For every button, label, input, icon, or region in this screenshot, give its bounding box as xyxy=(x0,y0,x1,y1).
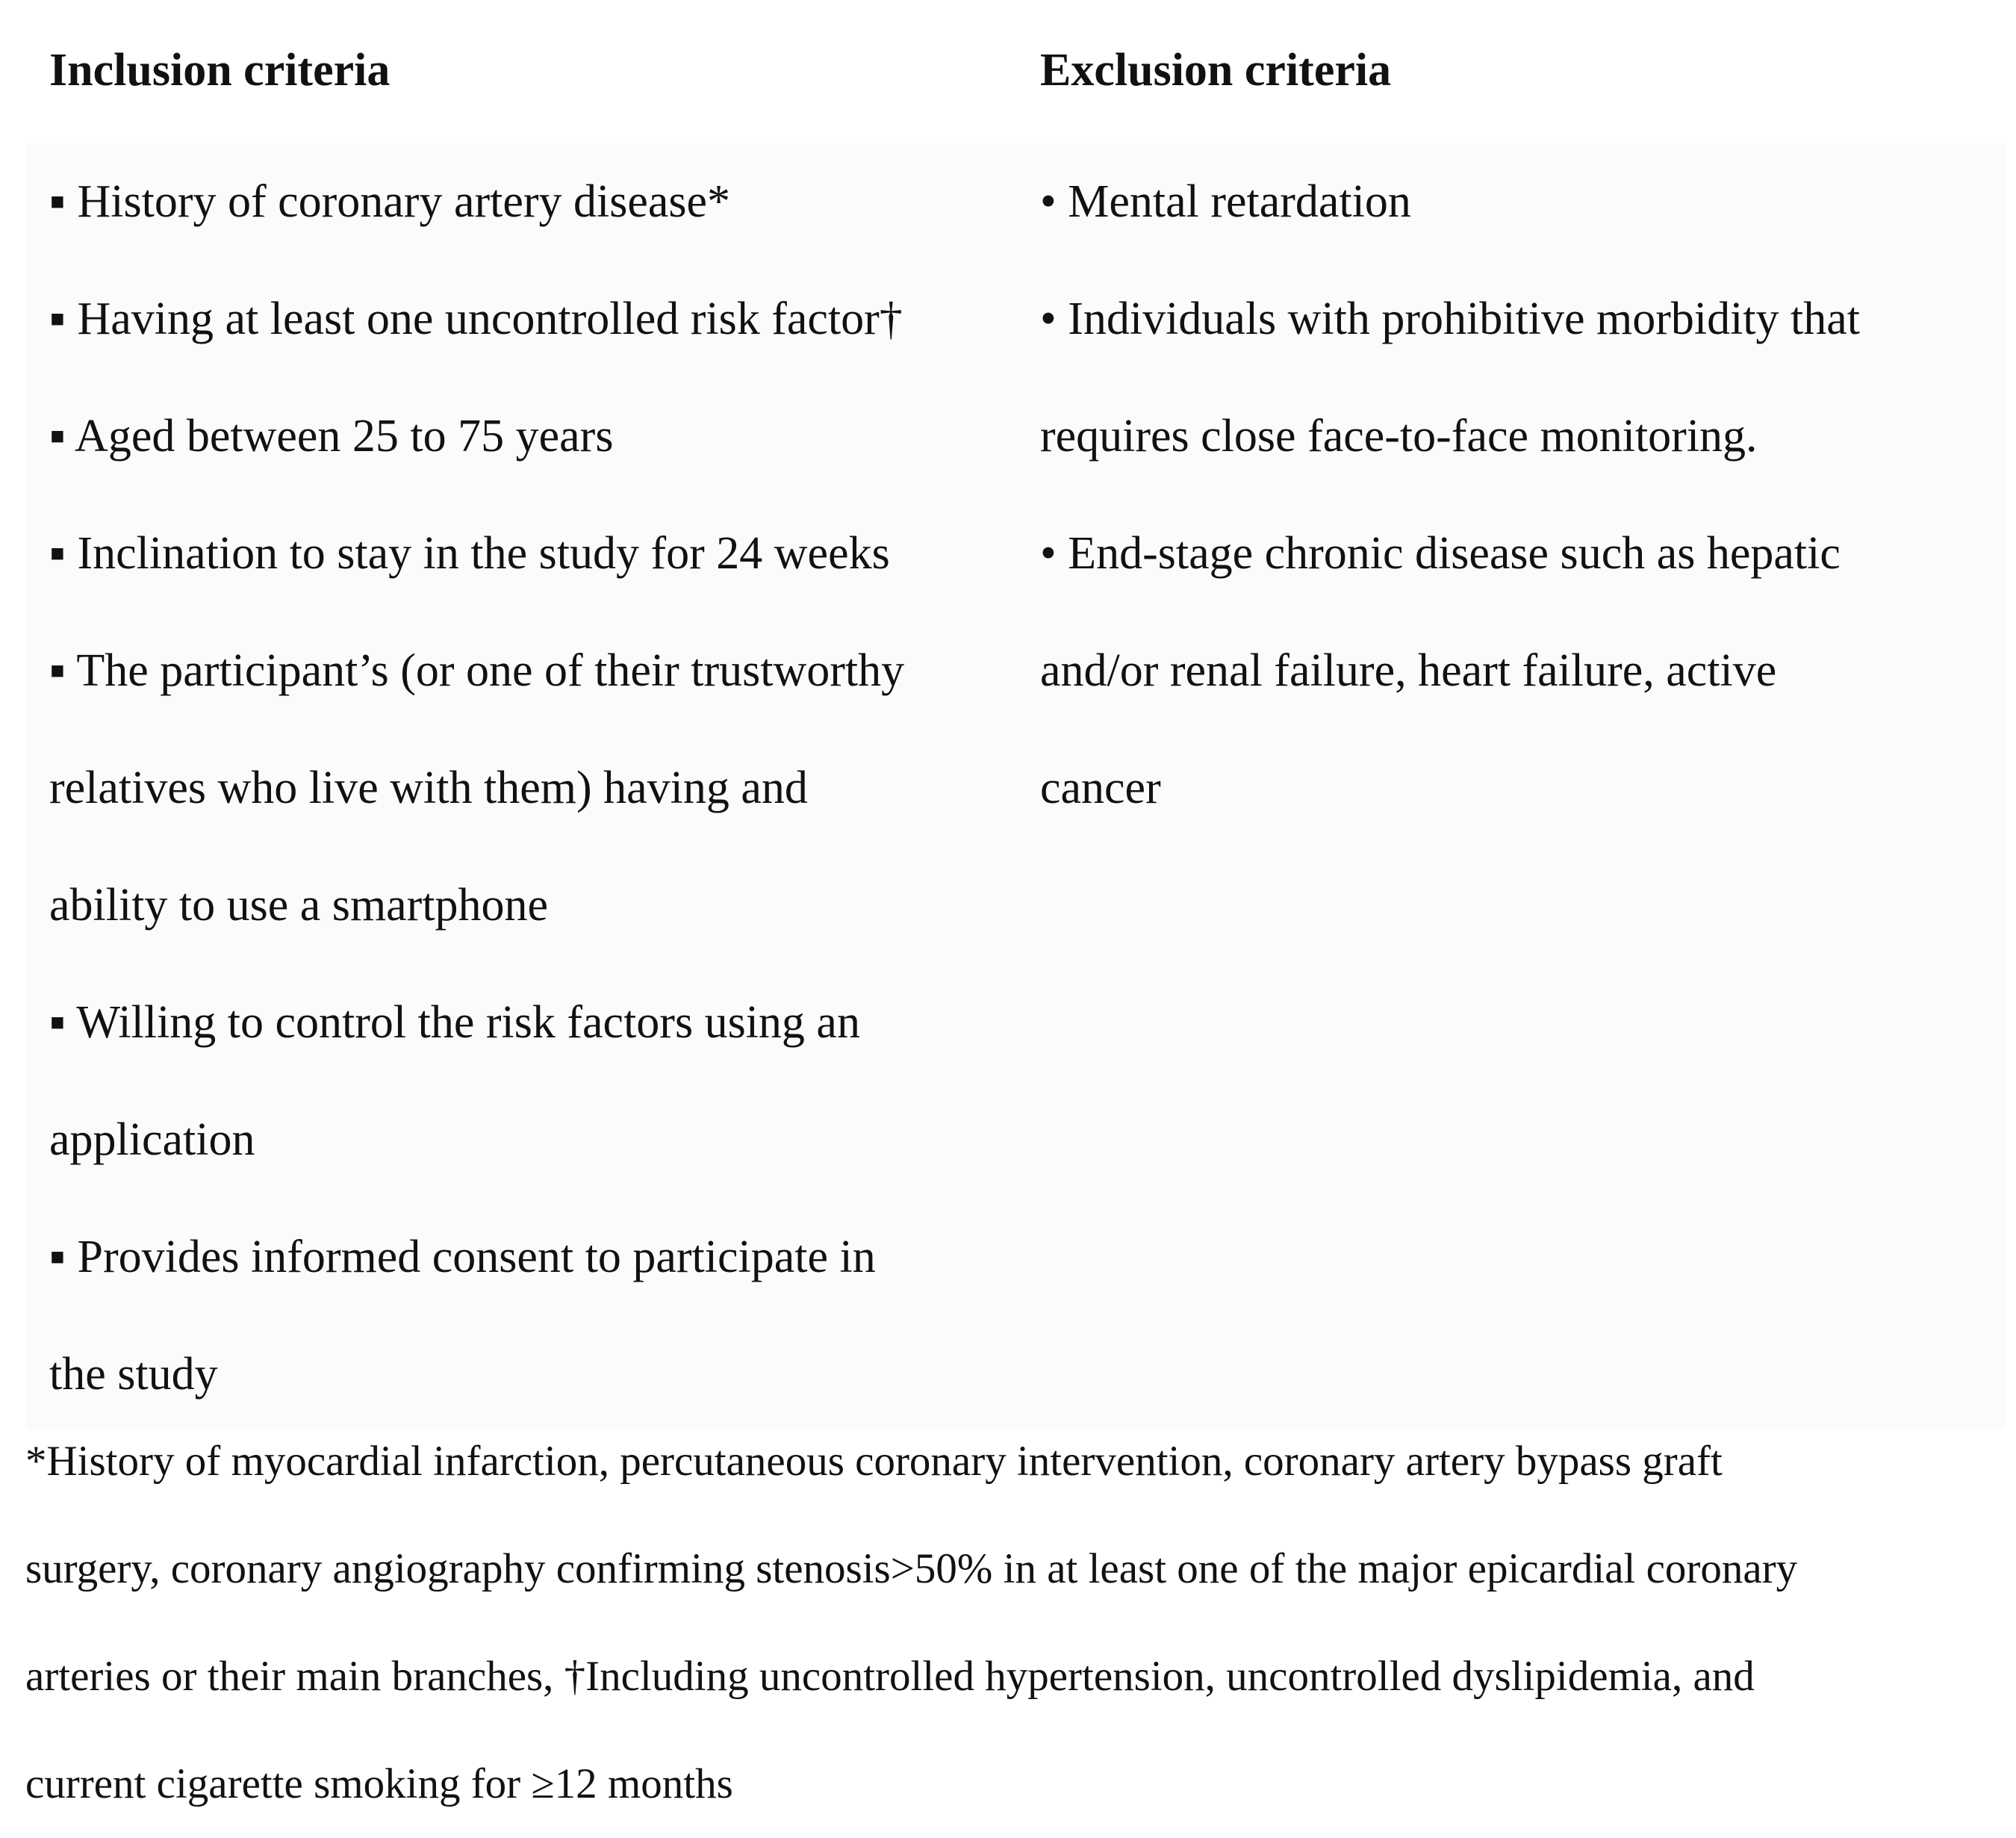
inclusion-criteria-line: application xyxy=(49,1114,255,1165)
inclusion-criteria-line: ▪ The participant’s (or one of their trustworthy xyxy=(49,645,905,696)
table-footnote xyxy=(25,1408,1997,1838)
exclusion-criteria-line: • Mental retardation xyxy=(1040,176,1411,227)
inclusion-criteria-line: ▪ Having at least one uncontrolled risk factor† xyxy=(49,294,903,344)
inclusion-criteria-line: ▪ Aged between 25 to 75 years xyxy=(49,411,614,462)
footnote-line: arteries or their main branches, †Including uncontrolled hypertension, uncontrolled dyslipidemia, and xyxy=(25,1653,1755,1700)
exclusion-criteria-line: and/or renal failure, heart failure, active xyxy=(1040,645,1777,696)
inclusion-criteria-line: relatives who live with them) having and xyxy=(49,763,808,813)
inclusion-criteria-heading: Inclusion criteria xyxy=(49,45,391,96)
inclusion-criteria-line: ▪ Provides informed consent to participate in xyxy=(49,1232,876,1282)
inclusion-criteria-column xyxy=(49,143,1027,1433)
inclusion-criteria-line: ▪ Willing to control the risk factors using an xyxy=(49,997,860,1048)
inclusion-criteria-line: ▪ Inclination to stay in the study for 24 weeks xyxy=(49,528,890,579)
inclusion-criteria-line: ability to use a smartphone xyxy=(49,880,549,931)
exclusion-criteria-heading: Exclusion criteria xyxy=(1040,45,1392,96)
exclusion-criteria-line: • End-stage chronic disease such as hepatic xyxy=(1040,528,1841,579)
footnote-line: surgery, coronary angiography confirming stenosis>50% in at least one of the major epicardial coronary xyxy=(25,1545,1798,1592)
exclusion-criteria-column xyxy=(1040,143,1981,847)
inclusion-criteria-line: the study xyxy=(49,1349,218,1400)
exclusion-criteria-line: requires close face-to-face monitoring. xyxy=(1040,411,1758,462)
footnote-line: current cigarette smoking for ≥12 months xyxy=(25,1760,733,1807)
exclusion-criteria-line: cancer xyxy=(1040,763,1161,813)
criteria-table-body xyxy=(25,143,2006,1429)
inclusion-criteria-line: ▪ History of coronary artery disease* xyxy=(49,176,731,227)
table-header-row xyxy=(0,22,2016,97)
footnote-line: *History of myocardial infarction, percutaneous coronary intervention, coronary artery bypass graft xyxy=(25,1438,1723,1485)
exclusion-criteria-line: • Individuals with prohibitive morbidity that xyxy=(1040,294,1860,344)
